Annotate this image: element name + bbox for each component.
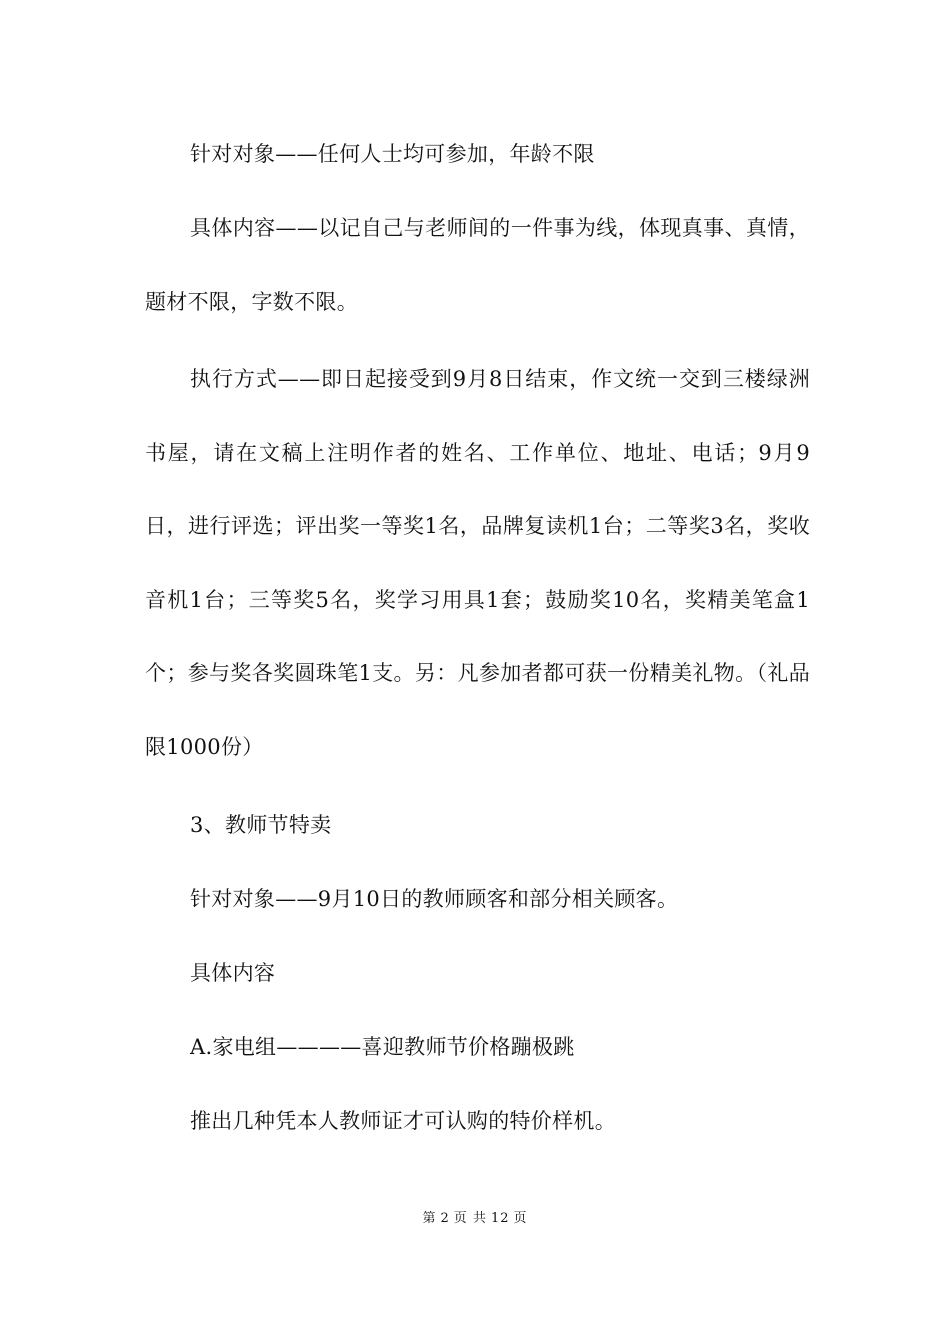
page-footer <box>0 1207 950 1226</box>
footer-current-page: 2 <box>440 1211 450 1226</box>
paragraph-sale-target: 针对对象——9月10日的教师顾客和部分相关顾客。 <box>190 887 679 911</box>
section-heading-teacher-sale: 3、教师节特卖 <box>190 813 332 837</box>
paragraph-content: 具体内容——以记自己与老师间的一件事为线，体现真事、真情，题材不限，字数不限。 <box>145 216 810 314</box>
paragraph-special-offer: 推出几种凭本人教师证才可认购的特价样机。 <box>190 1109 616 1133</box>
paragraph-appliance-group: A.家电组————喜迎教师节价格蹦极跳 <box>190 1035 575 1059</box>
footer-total-pages: 12 <box>490 1211 510 1226</box>
footer-prefix: 第 <box>422 1211 437 1226</box>
footer-middle: 页 共 <box>453 1211 487 1226</box>
footer-suffix: 页 <box>513 1211 528 1226</box>
paragraph-target-audience: 针对对象——任何人士均可参加，年龄不限 <box>190 142 595 166</box>
paragraph-execution: 执行方式——即日起接受到9月8日结束，作文统一交到三楼绿洲书屋，请在文稿上注明作者的姓名、工作单位、地址、电话；9月9日，进行评选；评出奖一等奖1名，品牌复读机1台；二等奖3名，奖收音机1台；三等奖5名，奖学习用具1套；鼓励奖10名，奖精美笔盒1个；参与奖各奖圆珠笔1支。另：凡参加者都可获一份精美礼物。（礼品限1000份） <box>145 367 810 759</box>
paragraph-sale-content-heading: 具体内容 <box>190 961 276 985</box>
